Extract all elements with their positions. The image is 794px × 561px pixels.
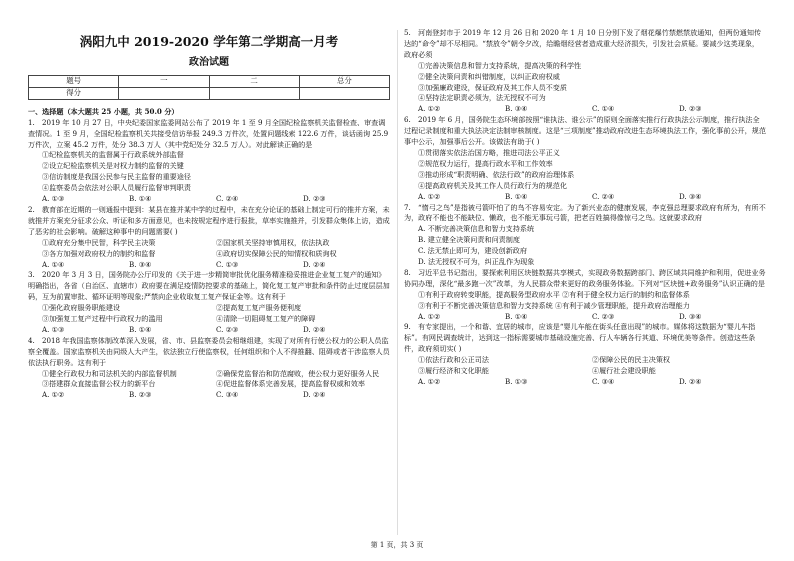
question-option: ②设立纪检监察机关是对权力制约监督的关键: [42, 161, 184, 171]
question-item: [28, 118, 390, 205]
question-option: ③有利于不断完善决策信息和智力支持系统 ④有利于减少管理职能，提升政府治理能力: [418, 300, 690, 310]
question-option: ①依法行政和公正司法: [418, 355, 489, 365]
question-option: ④政府切实保障公民的知情权和质询权: [216, 248, 337, 258]
score-cell: 总分: [299, 76, 389, 88]
option-row: [28, 249, 390, 260]
question-text: 河南登封市于 2019 年 12 月 26 日和 2020 年 1 月 10 日分别下发了烟花爆竹禁燃禁放通知，但两份通知传达的“命令”却不尽相同。“禁放令”朝令夕改，给瞻烟经营者造成重大经济损失，引发社会质疑。要减少这类现象，政府必须: [404, 28, 762, 59]
answer-choice: D. ②④: [303, 390, 326, 400]
right-column: [404, 28, 766, 388]
score-table: [28, 75, 390, 100]
question-option: ①贯彻落实依法治国方略，推进司法公平正义: [418, 147, 560, 157]
answer-choice: B. ①④: [505, 311, 528, 321]
question-number: 9.: [404, 322, 411, 332]
question-option: ①政府充分集中民智，科学民主决策: [42, 237, 156, 247]
answer-choice: C. ①④: [592, 104, 615, 114]
answer-choice: A. ①②: [418, 191, 441, 201]
question-number: 8.: [404, 267, 411, 277]
score-table-score-row: [29, 87, 390, 99]
question-item: [404, 28, 766, 115]
exam-subtitle: 政治试题: [189, 57, 229, 68]
question-option: ③履行经济和文化职能: [418, 366, 489, 376]
answer-choice: B. ①④: [505, 191, 528, 201]
question-option: ②确保党监督治和防范腐败，使公权力更好服务人民: [216, 368, 380, 378]
page-footer: 第 1 页，共 3 页: [370, 541, 424, 549]
question-option: C. 法无禁止即可为，建设创新政府: [418, 246, 527, 256]
answer-choice: A. ①②: [418, 104, 441, 114]
score-cell: 一: [119, 76, 209, 88]
answer-choice: D. ③④: [679, 191, 702, 201]
question-number: 7.: [404, 202, 411, 212]
question-stem: [404, 322, 766, 355]
question-option: ①完善决策信息和智力支持系统，提高决策的科学性: [418, 60, 582, 70]
answer-choice: C. ③④: [592, 377, 615, 386]
answer-choice: C. ②④: [216, 194, 239, 204]
question-text: 2019 年 6 月，国务院生态环境部按照“谁执法、谁公示”的原则全面落实推行行政执法公示制度，推行执法全过程记录制度和重大执法决定法制审核制度。这是“三项制度”推动政府改进生态环境执法工作，强化事前公开，规范事中公示，加强事后公开。该做法有助于( ): [404, 115, 766, 147]
question-number: 6.: [404, 115, 411, 125]
question-option: ①有利于政府转变职能，提高服务型政府水平 ②有利于健全权力运行的制约和监督体系: [418, 289, 690, 299]
question-stem: [28, 118, 390, 151]
question-option: ④监察委员会依法对公职人员履行监督审判职责: [42, 183, 191, 193]
answer-choice: B. ①④: [129, 194, 152, 204]
answer-choice: C. ①③: [216, 259, 239, 269]
exam-title: 涡阳九中 2019-2020 学年第二学期高一月考: [79, 34, 339, 49]
question-text: “惰弓之鸟”是指被弓箭吓怕了的鸟不容易安定。为了新兴业态的健康发展，李克强总理要求政府有所为，有所不为，政府不能也不能缺位、懒政，也不能无事玩弓箭，把老百姓搞得像惊弓之鸟。这就要求政府: [404, 202, 766, 223]
question-option: ③信访制度是我国公民参与民主监督的重要途径: [42, 172, 191, 182]
answer-choice: C. ②③: [592, 311, 615, 321]
question-item: [404, 115, 766, 202]
question-option: B. 建立健全决策问责和问责制度: [418, 235, 520, 245]
answer-choices: [404, 104, 766, 115]
question-number: 3.: [28, 270, 35, 280]
answer-choice: A. ①②: [418, 311, 441, 321]
question-option: ④坚持法定职责必须为，法无授权不可为: [418, 93, 546, 103]
question-option: ②健全决策问责和纠错制度，以纠正政府权威: [418, 71, 560, 81]
answer-choice: B. ③④: [505, 104, 528, 114]
score-table-header-row: [29, 76, 390, 88]
question-text: 2019 年 10 月 27 日，中央纪委国家监委网站公布了 2019 年 1 至 9 月全国纪检监察机关监督检查、审查调查情况。1 至 9 月，全国纪检监察机关共接受信访举报 249.3 万件次，处置问题线索 122.6 万件，谈话函询 25.9 万件次，立案 45.2 万件，处分 38.3 万人（其中党纪处分 32.5 万人）。对此解读正确的是: [28, 117, 389, 149]
answer-choice: C. ②④: [592, 191, 615, 201]
question-text: 2020 年 3 月 3 日，国务院办公厅印发的《关于进一步精简审批优化服务精准稳妥推进企业复工复产的通知》明确指出，各省（自治区、直辖市）政府要在满足疫情防控要求的基础上，简化复工复产审批和条件防止过度层层加码，互为前置审批、循环证明等现象;严禁向企业收取复工复产保证金等。这有利于: [28, 270, 390, 302]
question-stem: [28, 336, 390, 369]
question-item: [404, 203, 766, 268]
answer-choice: C. ②③: [216, 324, 239, 334]
answer-choice: A. ①②: [418, 377, 441, 386]
question-option: ①健全行政权力和司法机关的内部监督机制: [42, 368, 177, 378]
score-cell: 得分: [29, 87, 119, 99]
answer-choice: D. ②④: [679, 377, 702, 386]
option-row: [28, 379, 390, 390]
question-option: ②保障公民的民主决策权: [592, 355, 671, 365]
question-item: [28, 205, 390, 270]
question-item: [28, 270, 390, 335]
answer-choices: [404, 377, 766, 388]
question-item: [404, 322, 766, 387]
question-number: 2.: [28, 204, 35, 214]
question-item: [404, 268, 766, 323]
question-text: 有专家提出，一个和谐、宜居的城市，应该是“婴儿车能在街头任意出现”的城市。媒体将这数据为“婴儿车指标”。有网民调查统计，达到这一指标需要城市基础设施完善、行人车辆各行其道、环境优美等条件。创造这些条件，政府须切实( ): [404, 322, 756, 354]
question-option: ③加强廉政建设，保证政府及其工作人员不变质: [418, 82, 567, 92]
option-row: [28, 314, 390, 325]
question-stem: [404, 28, 766, 61]
answer-choice: A. ①④: [42, 259, 65, 269]
option-row: [404, 355, 766, 366]
question-stem: [28, 205, 390, 238]
answer-choice: D. ③④: [679, 311, 702, 321]
option-row: [404, 366, 766, 377]
question-option: ①强化政府服务职能建设: [42, 303, 121, 313]
question-stem: [404, 268, 766, 290]
score-cell: 题号: [29, 76, 119, 88]
question-option: ②提高复工复产服务便利度: [216, 303, 302, 313]
left-column: [28, 28, 390, 401]
answer-choices: [404, 312, 766, 323]
question-text: 教育部在近期的一则通报中提到：某县在推并某中学的过程中，未在充分论证的基础上制定可行的推并方案，未就推并方案充分征求公众、听证和多方面意见，也未按规定程序进行报批，草率实施推并，引发群众集体上访，造成了恶劣的社会影响。破解这种事中的问题需要( ): [28, 204, 390, 236]
question-option: ④清除一切阻碍复工复产的障碍: [216, 314, 316, 324]
question-list: [404, 28, 766, 388]
question-option: ④促进监督体系完善发展，提高监督权威和效率: [216, 379, 365, 389]
score-cell: [209, 87, 299, 99]
question-text: 习近平总书记指出，要探索利用区块链数据共享模式，实现政务数据跨部门、跨区域共同维护和利用，促进业务协同办理，深化“最多跑一次”改革，为人民群众带来更好的政务服务体验。下列对“区块链+政务服务”认识正确的是: [404, 267, 766, 288]
question-option: D. 法无授权不可为，纠正乱作为现象: [418, 257, 535, 267]
score-cell: 二: [209, 76, 299, 88]
question-option: ③推动形成“职责明确、依法行政”的政府治理体系: [418, 169, 575, 179]
answer-choice: D. ②③: [679, 104, 702, 114]
question-number: 5.: [404, 28, 411, 37]
answer-choice: A. ①③: [42, 324, 65, 334]
question-stem: [404, 203, 766, 225]
score-cell: [119, 87, 209, 99]
option-row: [28, 238, 390, 249]
column-divider: [397, 30, 398, 535]
answer-choice: D. ②④: [303, 324, 326, 334]
question-option: ②规范权力运行，提高行政水平和工作效率: [418, 158, 553, 168]
answer-choice: B. ③④: [129, 259, 152, 269]
question-option: ③各方加强对政府权力的制约和监督: [42, 248, 156, 258]
answer-choice: B. ②③: [129, 390, 152, 400]
section-heading: 一、选择题（本大题共 25 小题，共 50.0 分）: [28, 106, 179, 116]
answer-choice: D. ②④: [303, 259, 326, 269]
answer-choice: D. ②③: [303, 194, 326, 204]
question-stem: [404, 115, 766, 148]
answer-choice: C. ③④: [216, 390, 239, 400]
question-option: ②国家机关坚持审慎用权，依法执政: [216, 237, 330, 247]
question-option: A. 不断完善决策信息和智力支持系统: [418, 224, 535, 234]
question-number: 4.: [28, 335, 35, 345]
answer-choices: [28, 194, 390, 205]
question-option: ④履行社会建设职能: [592, 366, 656, 376]
answer-choices: [28, 260, 390, 271]
answer-choices: [28, 325, 390, 336]
option-row: [28, 369, 390, 380]
question-list: [28, 118, 390, 402]
option-row: [28, 303, 390, 314]
question-item: [28, 336, 390, 401]
question-option: ③搭建群众直接监督公权力的新平台: [42, 379, 156, 389]
question-option: ①纪检监察机关的监督属于行政系统外部监督: [42, 150, 184, 160]
answer-choice: B. ①③: [505, 377, 528, 386]
answer-choice: A. ①③: [42, 194, 65, 204]
answer-choice: A. ①②: [42, 390, 65, 400]
answer-choice: B. ①④: [129, 324, 152, 334]
question-number: 1.: [28, 117, 35, 127]
answer-choices: [404, 192, 766, 203]
question-option: ③加强复工复产过程中行政权力的滥用: [42, 314, 163, 324]
question-option: ④提高政府机关及其工作人员行政行为的规范化: [418, 180, 567, 190]
question-stem: [28, 270, 390, 303]
question-text: 2018 年我国监察体制改革深入发展，省、市、县监察委员会相继组建，实现了对所有行使公权力的公职人员监察全覆盖。国家监察机关由同级人大产生，依法独立行使监察权，任何组织和个人不得推翻、阻碍或者干涉监察人员依法执行职务。这有利于: [28, 335, 390, 367]
score-cell: [299, 87, 389, 99]
answer-choices: [28, 390, 390, 401]
